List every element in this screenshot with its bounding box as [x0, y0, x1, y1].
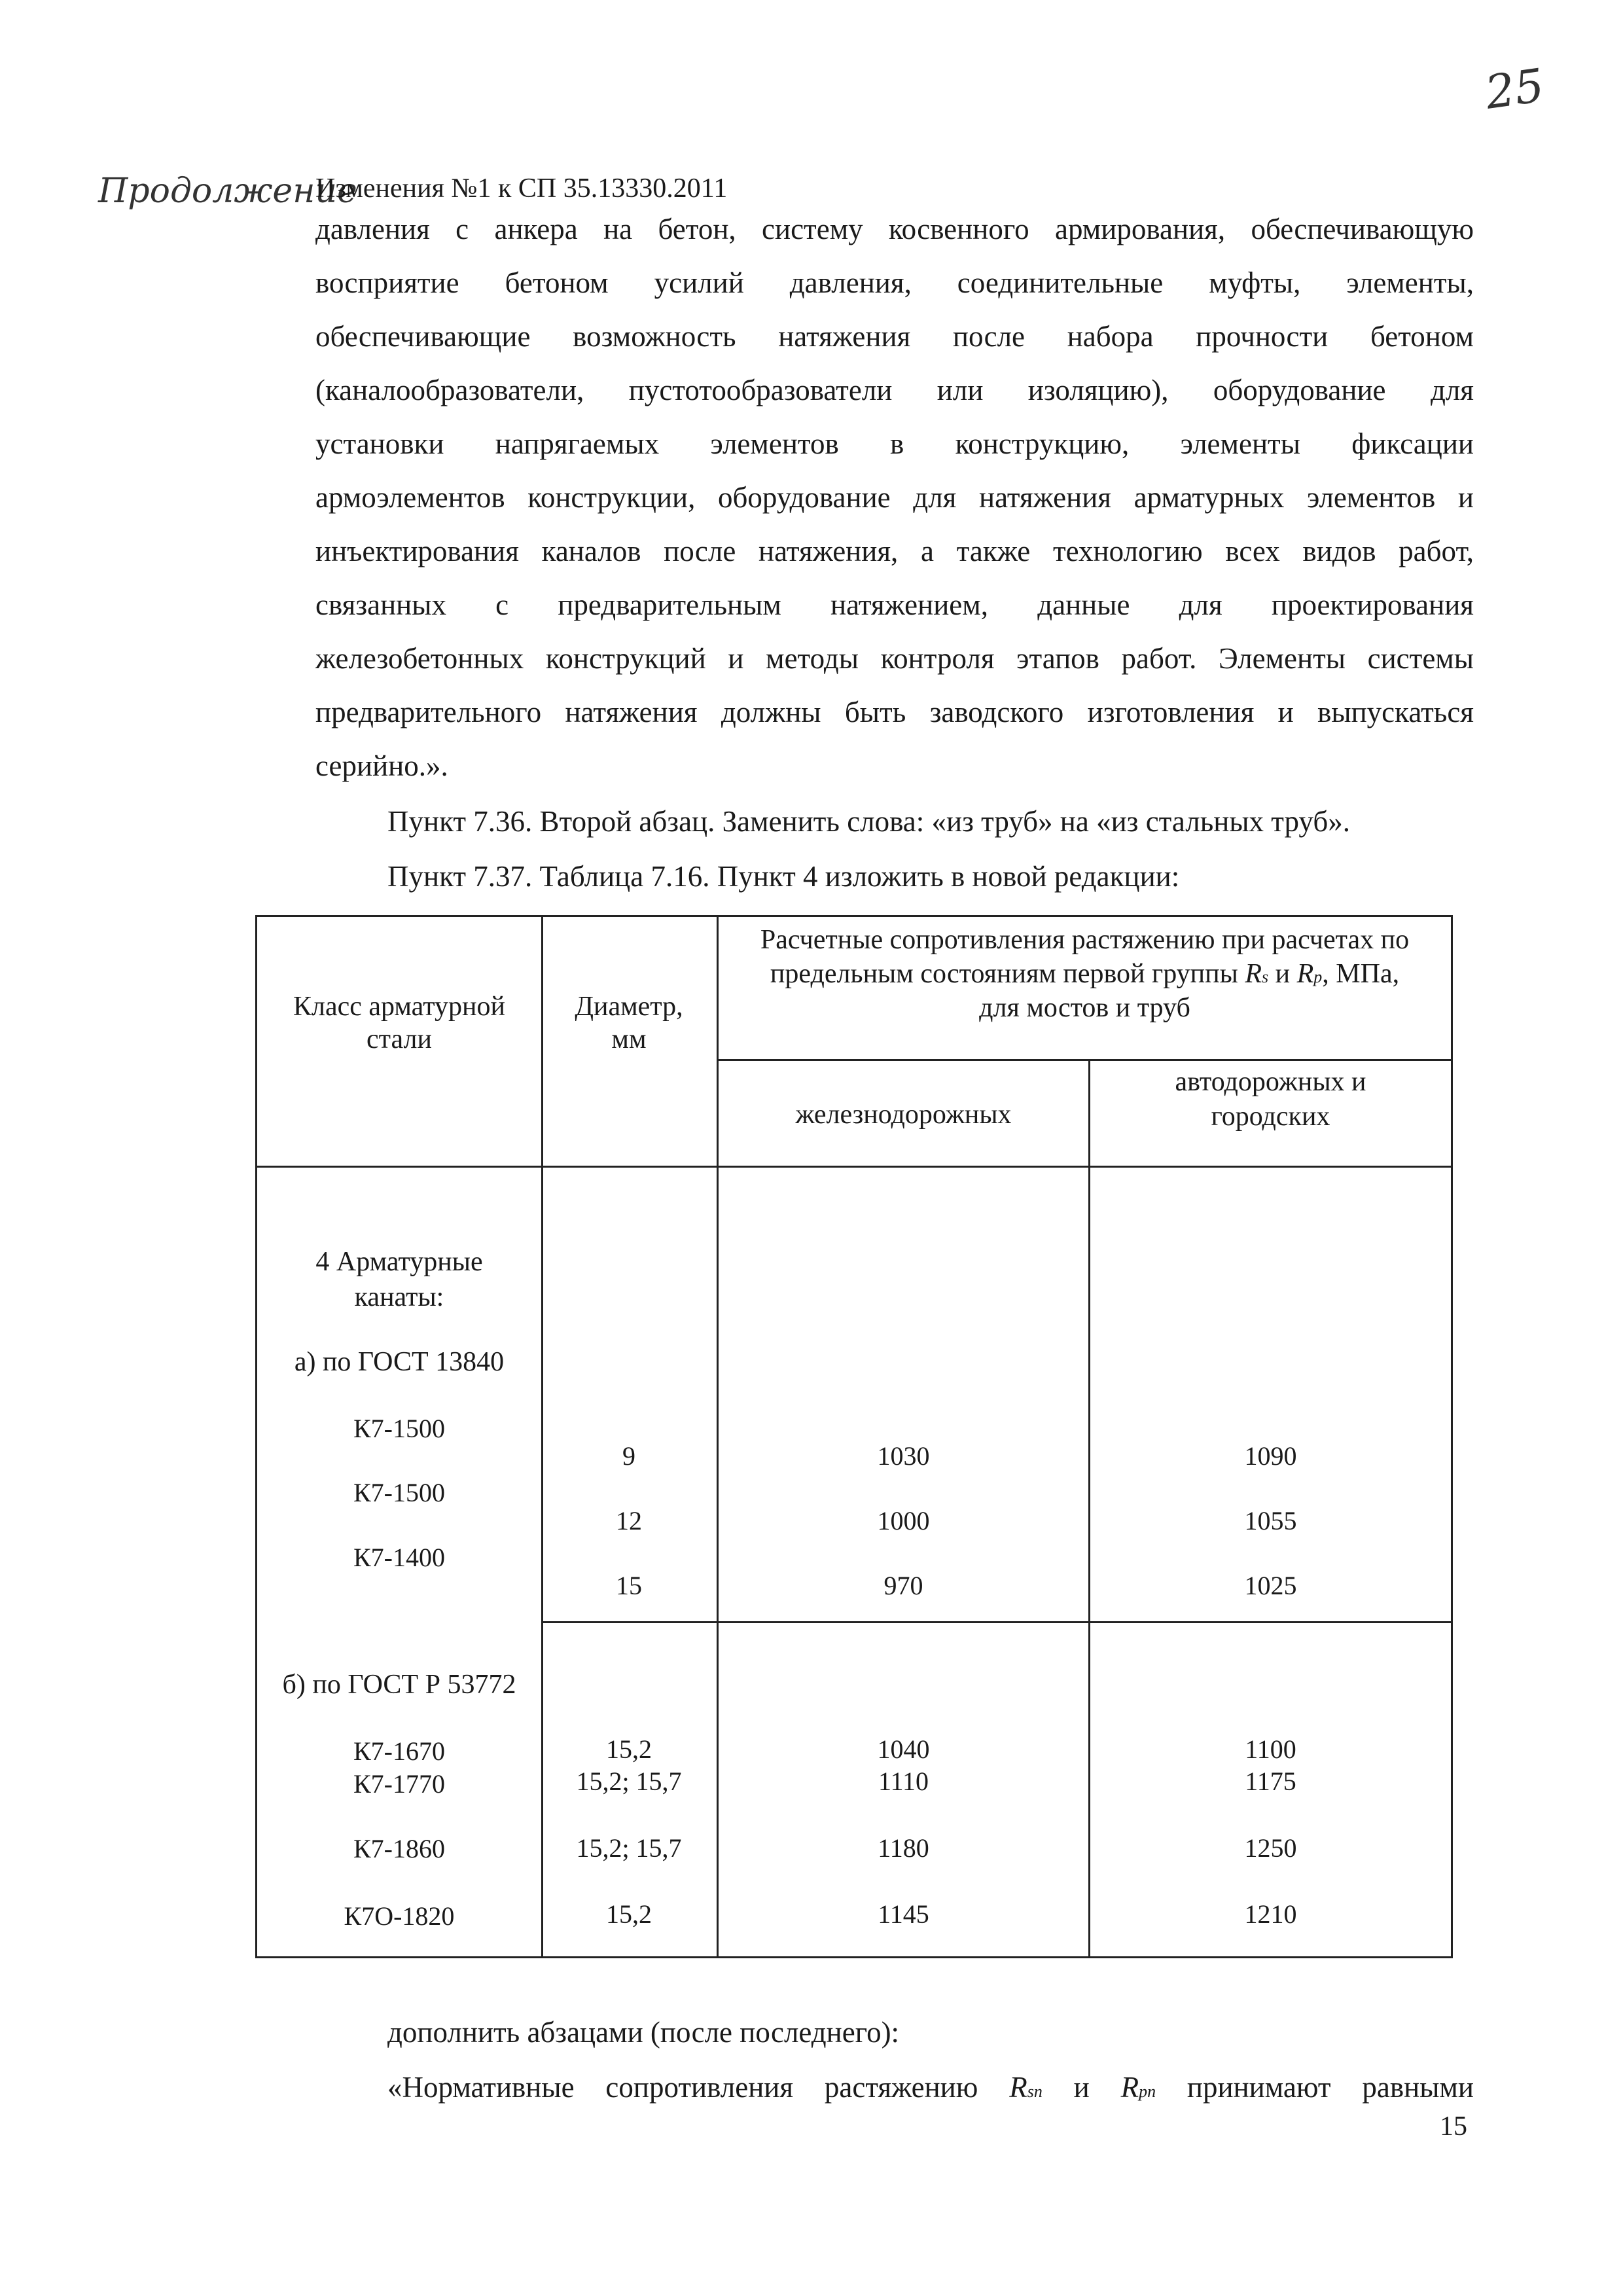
header-railway: железнодорожных [795, 1100, 1012, 1130]
paragraph-7-36: Пункт 7.36. Второй абзац. Заменить слова: «из труб» на «из стальных труб». [387, 805, 1350, 838]
class-cell: К7О-1820 [344, 1901, 455, 1931]
class-cell: К7-1860 [353, 1834, 445, 1863]
diameter-cell: 9 [622, 1441, 635, 1471]
table-divider [541, 917, 543, 1956]
group-header-line3: для мостов и труб [979, 993, 1190, 1023]
handwritten-page-mark: 25 [1482, 58, 1548, 120]
class-cell: К7-1500 [353, 1478, 445, 1507]
table-header-divider [257, 1166, 1451, 1168]
after-table-paragraph: дополнить абзацами (после последнего): [387, 2016, 900, 2049]
body-line: обеспечивающие возможность натяжения после набора прочности бетоном [315, 320, 1474, 353]
diameter-cell: 15,2; 15,7 [576, 1767, 682, 1796]
table-divider [717, 1059, 1451, 1061]
body-line: связанных с предварительным натяжением, данные для проектирования [315, 588, 1474, 621]
table-section-divider [541, 1621, 1451, 1623]
body-line: инъектирования каналов после натяжения, а также технологию всех видов работ, [315, 535, 1474, 567]
road-cell: 1250 [1244, 1833, 1297, 1863]
body-line: предварительного натяжения должны быть заводского изготовления и выпускаться [315, 696, 1474, 728]
diameter-cell: 15,2 [606, 1734, 652, 1764]
road-cell: 1210 [1244, 1899, 1297, 1929]
body-line: восприятие бетоном усилий давления, соединительные муфты, элементы, [315, 266, 1474, 299]
road-cell: 1055 [1244, 1506, 1297, 1535]
handwritten-prefix: Продолжение [98, 171, 357, 211]
railway-cell: 1145 [878, 1899, 929, 1929]
road-cell: 1175 [1245, 1767, 1296, 1796]
body-line: армоэлементов конструкции, оборудование для натяжения арматурных элементов и [315, 481, 1474, 514]
railway-cell: 1030 [877, 1441, 930, 1471]
diameter-cell: 12 [616, 1506, 642, 1535]
group-header-line2: предельным состояниям первой группы Rs и Rp, МПа, [770, 959, 1400, 989]
road-cell: 1025 [1244, 1571, 1297, 1600]
body-line: железобетонных конструкций и методы контроля этапов работ. Элементы системы [315, 642, 1474, 675]
header-road-line2: городских [1211, 1102, 1330, 1132]
road-cell: 1090 [1244, 1441, 1297, 1471]
section-a-title-line2: канаты: [354, 1282, 444, 1312]
class-cell: К7-1770 [353, 1769, 445, 1799]
class-cell: К7-1400 [353, 1543, 445, 1572]
normative-resistance-paragraph: «Нормативные сопротивления растяжению Rsn и Rpn принимают равными [387, 2071, 1474, 2104]
header-diameter-line2: мм [611, 1024, 647, 1054]
class-cell: К7-1500 [353, 1414, 445, 1443]
header-class-line2: стали [366, 1024, 432, 1054]
road-cell: 1100 [1245, 1734, 1296, 1764]
header-road-line1: автодорожных и [1175, 1067, 1366, 1097]
diameter-cell: 15 [616, 1571, 642, 1600]
body-line: серийно.». [315, 749, 448, 782]
railway-cell: 1000 [877, 1506, 930, 1535]
paragraph-7-37: Пункт 7.37. Таблица 7.16. Пункт 4 изложить в новой редакции: [387, 860, 1180, 893]
table-divider [717, 917, 719, 1956]
diameter-cell: 15,2 [606, 1899, 652, 1929]
group-header-line1: Расчетные сопротивления растяжению при расчетах по [760, 925, 1410, 955]
resistance-table [255, 915, 1453, 1958]
body-line: давления с анкера на бетон, систему косвенного армирования, обеспечивающую [315, 213, 1474, 245]
class-cell: К7-1670 [353, 1736, 445, 1766]
diameter-cell: 15,2; 15,7 [576, 1833, 682, 1863]
page-number: 15 [1440, 2111, 1467, 2142]
railway-cell: 1180 [878, 1833, 929, 1863]
railway-cell: 1110 [878, 1767, 929, 1796]
body-line: установки напрягаемых элементов в конструкцию, элементы фиксации [315, 427, 1474, 460]
section-a-subtitle: а) по ГОСТ 13840 [294, 1347, 505, 1377]
header-diameter-line1: Диаметр, [575, 992, 683, 1022]
railway-cell: 1040 [877, 1734, 930, 1764]
railway-cell: 970 [883, 1571, 923, 1600]
section-b-subtitle: б) по ГОСТ Р 53772 [282, 1670, 516, 1700]
document-header: Изменения №1 к СП 35.13330.2011 [315, 173, 728, 204]
section-a-title-line1: 4 Арматурные [315, 1247, 483, 1277]
body-line: (каналообразователи, пустотообразователи или изоляцию), оборудование для [315, 374, 1474, 406]
header-class-line1: Класс арматурной [293, 992, 505, 1022]
